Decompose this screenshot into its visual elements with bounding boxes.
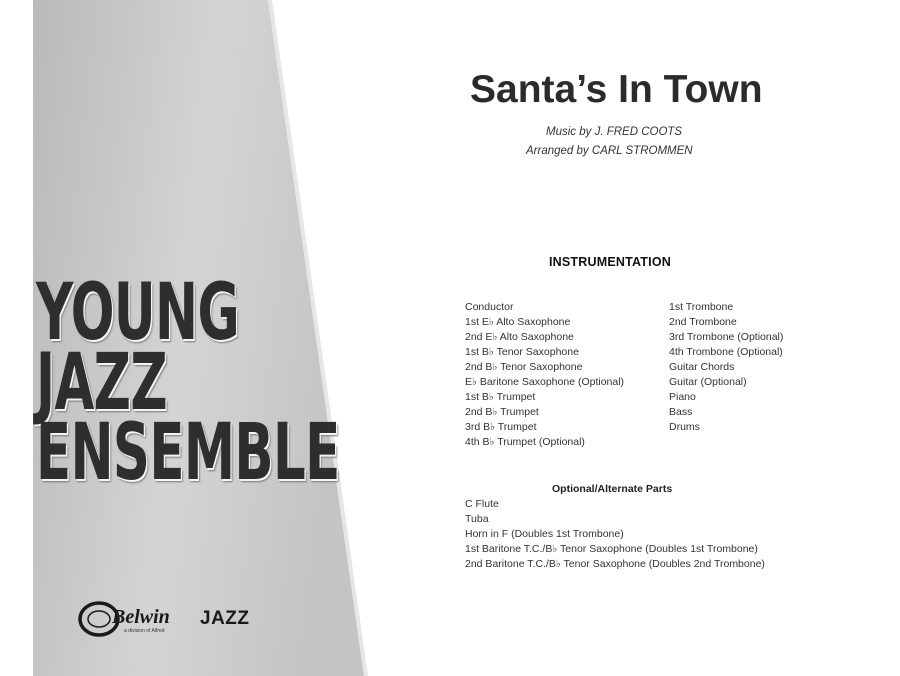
instrument-item: 2nd E♭ Alto Saxophone — [465, 331, 574, 343]
instrument-item: Drums — [669, 421, 700, 433]
instrument-item: 4th B♭ Trumpet (Optional) — [465, 436, 585, 448]
instrument-item: 2nd Trombone — [669, 316, 737, 328]
optional-part-item: Tuba — [465, 513, 489, 525]
publisher-subline: a division of Alfred — [124, 628, 165, 634]
optional-part-item: 1st Baritone T.C./B♭ Tenor Saxophone (Doubles 1st Trombone) — [465, 543, 758, 555]
instrument-list-left — [465, 300, 624, 450]
music-credit: Music by J. FRED COOTS — [546, 126, 683, 138]
instrumentation-heading: INSTRUMENTATION — [549, 255, 671, 269]
optional-parts-list — [465, 497, 765, 572]
series-title-line-3: ENSEMBLE — [36, 408, 340, 498]
arranger-credit: Arranged by CARL STROMMEN — [526, 145, 693, 157]
optional-part-item: 2nd Baritone T.C./B♭ Tenor Saxophone (Doubles 2nd Trombone) — [465, 558, 765, 570]
series-title — [36, 268, 340, 498]
instrument-item: 1st E♭ Alto Saxophone — [465, 316, 571, 328]
instrument-item: Bass — [669, 406, 693, 418]
series-title-line-2: JAZZ — [36, 338, 168, 428]
instrument-item: 3rd Trombone (Optional) — [669, 331, 784, 343]
publisher-imprint: JAZZ — [200, 608, 250, 629]
optional-part-item: C Flute — [465, 498, 499, 510]
instrument-item: 2nd B♭ Trumpet — [465, 406, 539, 418]
optional-parts-heading: Optional/Alternate Parts — [552, 483, 673, 495]
instrument-list-right — [669, 300, 783, 435]
optional-part-item: Horn in F (Doubles 1st Trombone) — [465, 528, 624, 540]
instrument-item: Piano — [669, 391, 696, 403]
series-title-line-1: YOUNG — [36, 268, 240, 358]
instrument-item: 2nd B♭ Tenor Saxophone — [465, 361, 583, 373]
instrument-item: 1st Trombone — [669, 301, 734, 313]
publisher-name: Belwin — [112, 606, 170, 628]
instrument-item: 1st B♭ Tenor Saxophone — [465, 346, 579, 358]
instrument-item: Guitar (Optional) — [669, 376, 747, 388]
instrument-item: 3rd B♭ Trumpet — [465, 421, 537, 433]
song-title: Santa’s In Town — [470, 68, 763, 111]
instrument-item: Conductor — [465, 301, 514, 313]
instrument-item: 1st B♭ Trumpet — [465, 391, 536, 403]
instrument-item: E♭ Baritone Saxophone (Optional) — [465, 376, 625, 388]
instrument-item: Guitar Chords — [669, 361, 735, 373]
instrument-item: 4th Trombone (Optional) — [669, 346, 783, 358]
